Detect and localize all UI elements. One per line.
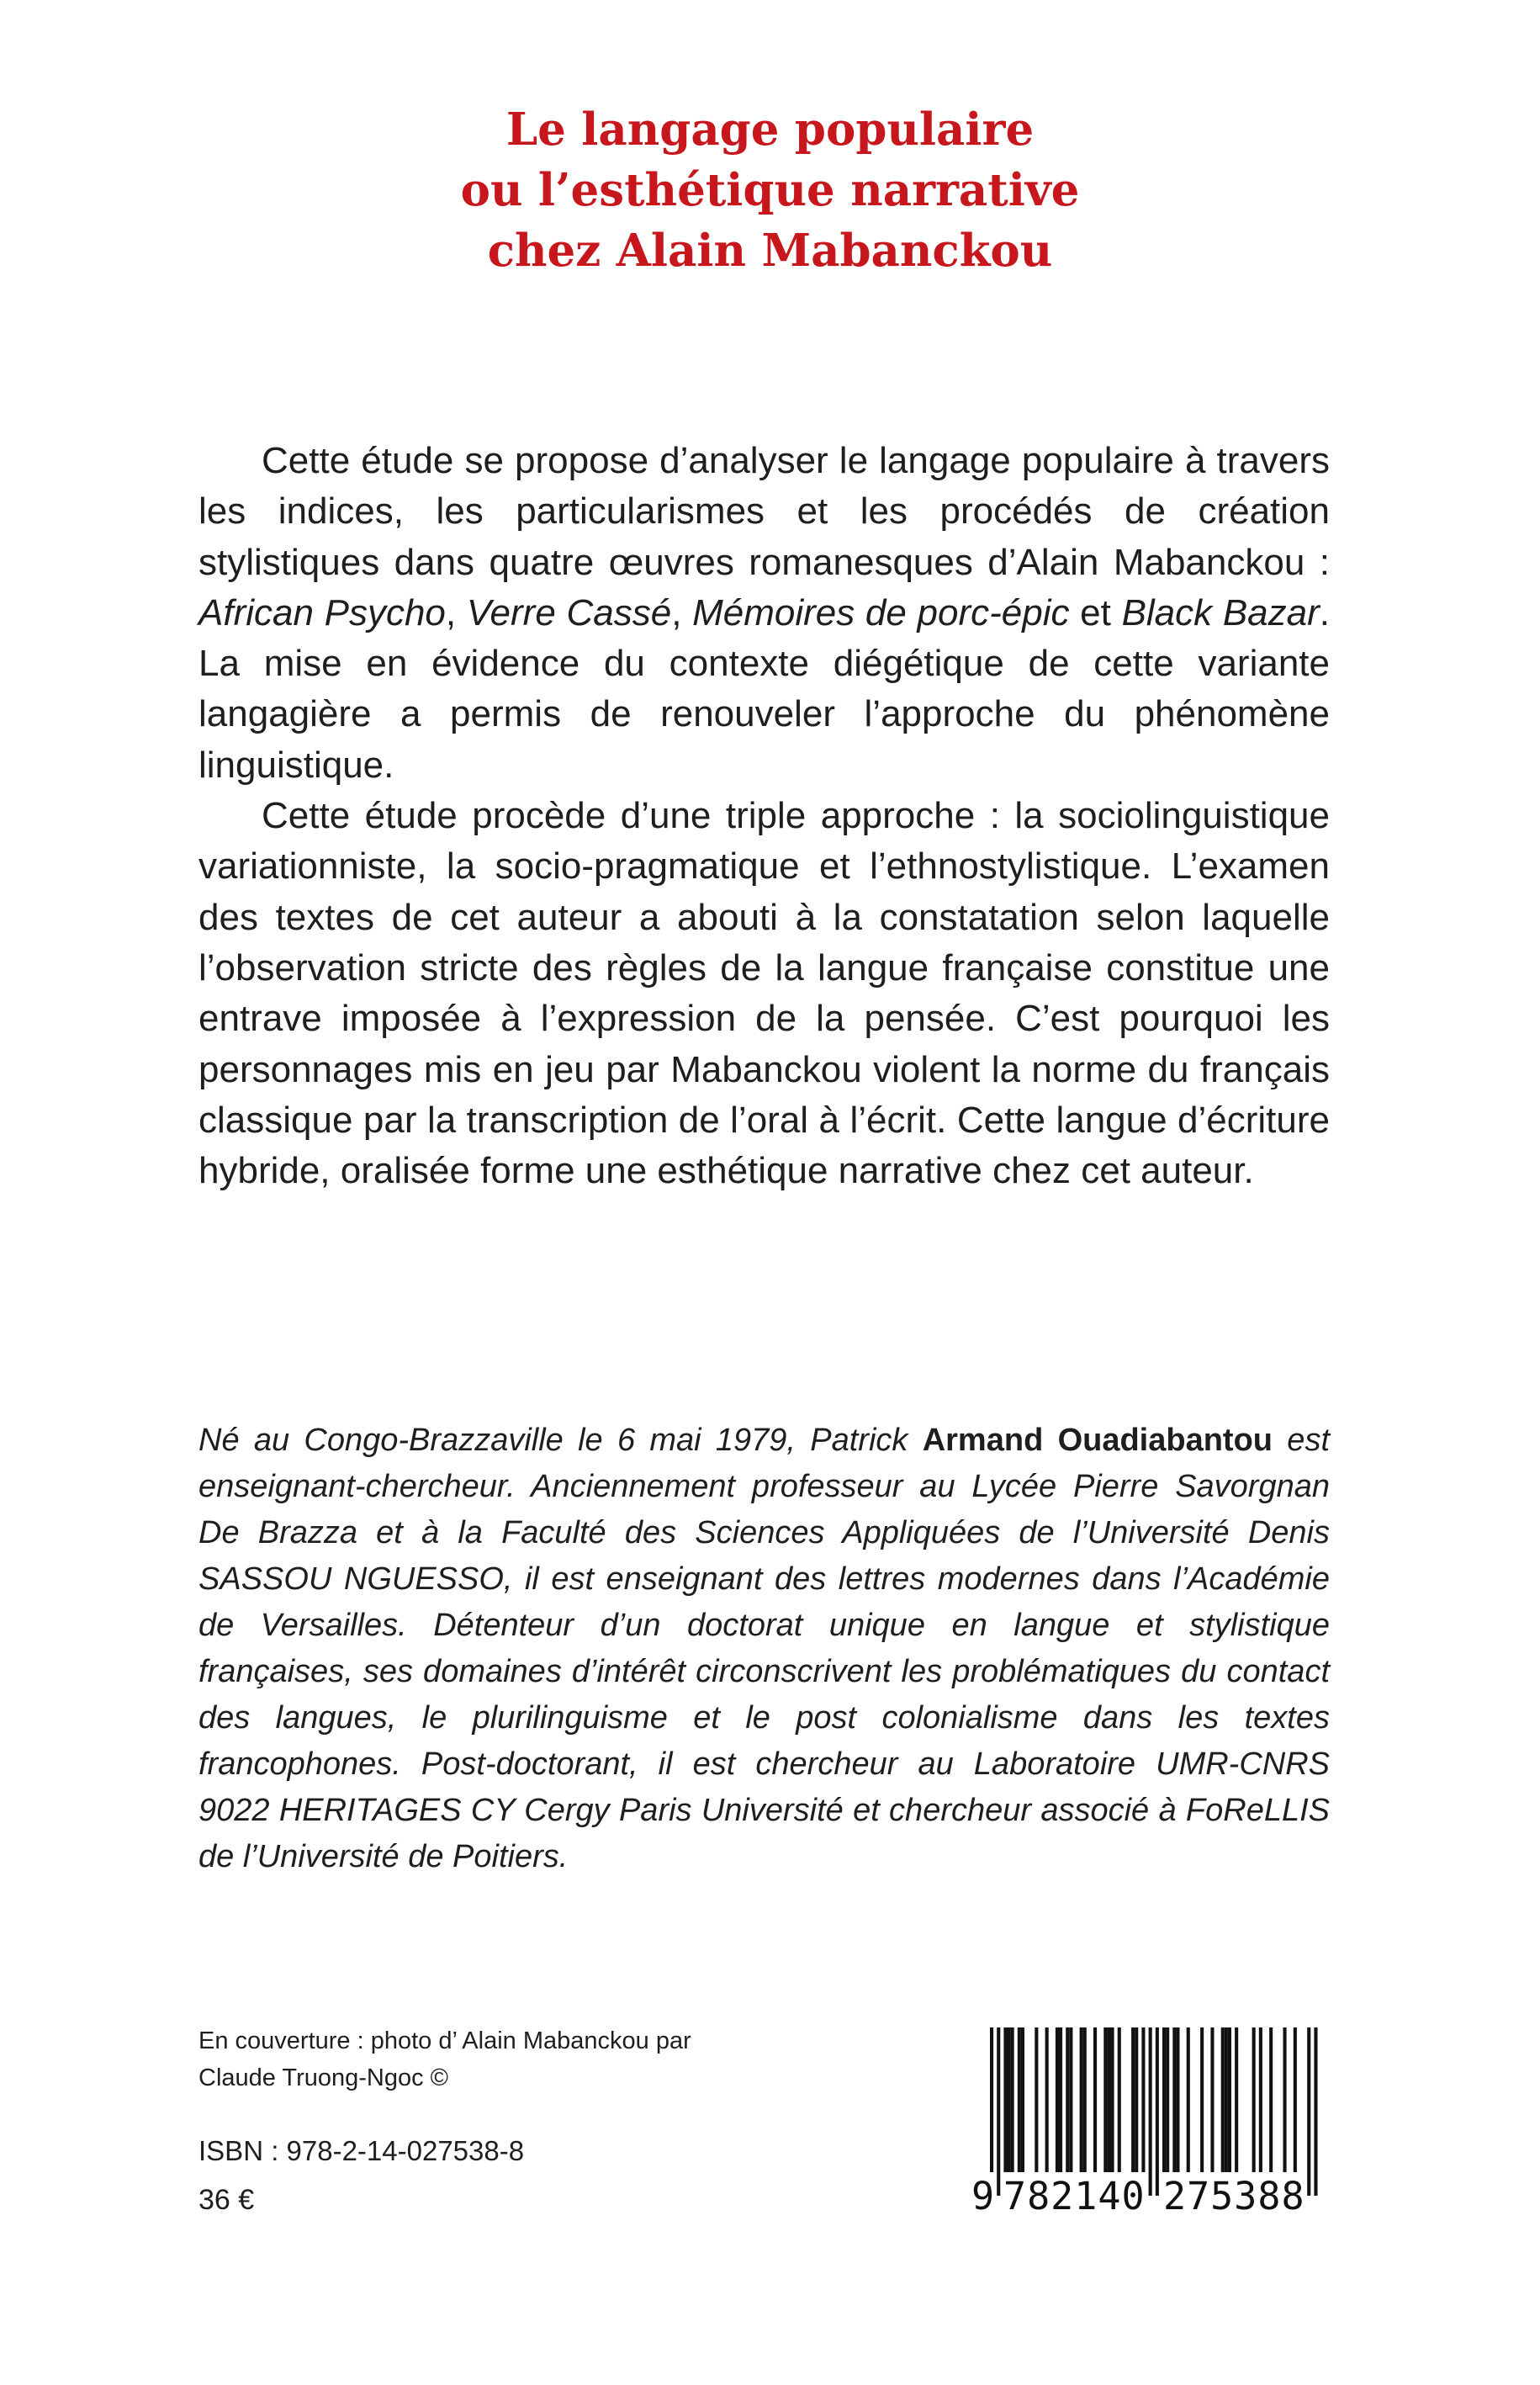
barcode-group-2: 275388 bbox=[1162, 2172, 1307, 2221]
book-summary bbox=[198, 436, 1330, 1196]
barcode-bar bbox=[1252, 2027, 1256, 2177]
credit-line-1: En couverture : photo d’ Alain Mabanckou par bbox=[198, 2027, 691, 2054]
barcode-bar bbox=[1069, 2027, 1072, 2177]
barcode-group-1: 782140 bbox=[1002, 2172, 1147, 2221]
barcode-bar bbox=[1166, 2027, 1169, 2177]
isbn: ISBN : 978-2-14-027538-8 bbox=[198, 2135, 525, 2166]
bio-intro: Né au Congo-Brazzaville le 6 mai 1979, Patrick bbox=[198, 1423, 923, 1458]
summary-paragraph-2: Cette étude procède d’une triple approche : la sociolinguistique variationniste, la socio-pragmatique et l’ethnostylistique. L’examen des textes de cet auteur a abouti à la constatation selon laquelle l’observation stricte des règles de la langue française constitue une entrave imposée à l’expression de la pensée. C’est pourquoi les personnages mis en jeu par Mabanckou violent la norme du français classique par la transcription de l’oral à l’écrit. Cette langue d’écriture hybride, oralisée forme une esthétique narrative chez cet auteur. bbox=[198, 795, 1330, 1192]
barcode-digit-first: 9 bbox=[970, 2172, 996, 2221]
barcode-bar bbox=[1210, 2027, 1214, 2177]
barcode-bar bbox=[1176, 2027, 1179, 2177]
barcode-bar bbox=[997, 2027, 1000, 2196]
barcode-bar bbox=[1118, 2027, 1121, 2177]
bio-text: est enseignant-chercheur. Anciennement professeur au Lycée Pierre Savorgnan De Brazza et à la Faculté des Sciences Appliquées de l’Université Denis SASSOU NGUESSO, il est enseignant des lettres modernes dans l’Académie de Versailles. Détenteur d’un doctorat unique en langue et stylistique françaises, ses domaines d’intérêt circonscrivent les problématiques du contact des langues, le plurilinguisme et le post colonialisme dans les textes francophones. Post-doctorant, il est chercheur au Laboratoire UMR-CNRS 9022 HERITAGES CY Cergy Paris Université et chercheur associé à FoReLLIS de l’Université de Poitiers. bbox=[198, 1423, 1330, 1874]
barcode-bar bbox=[1187, 2027, 1190, 2177]
barcode-bar bbox=[1056, 2027, 1059, 2177]
barcode-bar bbox=[1111, 2027, 1114, 2177]
barcode-bar bbox=[1045, 2027, 1049, 2177]
barcode-bar bbox=[1307, 2027, 1310, 2196]
title-line-3: chez Alain Mabanckou bbox=[487, 225, 1053, 277]
summary-separator: , bbox=[671, 591, 693, 633]
barcode-bar bbox=[1259, 2027, 1262, 2177]
book-title bbox=[0, 99, 1540, 281]
author-name: Armand Ouadiabantou bbox=[922, 1423, 1273, 1458]
credit-line-2: Claude Truong-Ngoc © bbox=[198, 2064, 449, 2091]
barcode-bar bbox=[1221, 2027, 1225, 2177]
summary-rest: . La mise en évidence du contexte diégétique de cette variante langagière a permis de renouveler l’approche du phénomène linguistique. bbox=[198, 591, 1331, 786]
barcode-bar bbox=[1011, 2027, 1014, 2177]
barcode-bar bbox=[1172, 2027, 1176, 2177]
work-title-memoires: Mémoires de porc-épic bbox=[692, 591, 1070, 633]
barcode-bar bbox=[990, 2027, 993, 2196]
barcode-bar bbox=[1093, 2027, 1097, 2177]
barcode-bar bbox=[1018, 2027, 1021, 2177]
barcode-bar bbox=[1083, 2027, 1087, 2177]
work-title-black-bazar: Black Bazar bbox=[1121, 591, 1320, 633]
barcode-digits bbox=[970, 2172, 1327, 2221]
barcode-bar bbox=[1131, 2027, 1135, 2177]
barcode-bar bbox=[1225, 2027, 1228, 2177]
barcode-bar bbox=[1021, 2027, 1024, 2177]
price: 36 € bbox=[198, 2184, 255, 2216]
barcode-bar bbox=[1141, 2027, 1145, 2177]
barcode bbox=[970, 2027, 1327, 2221]
barcode-bar bbox=[1314, 2027, 1317, 2196]
title-line-2: ou l’esthétique narrative bbox=[460, 164, 1080, 216]
barcode-bar bbox=[1008, 2027, 1011, 2177]
barcode-bar bbox=[1103, 2027, 1107, 2177]
barcode-bar bbox=[1066, 2027, 1069, 2177]
cover-credit bbox=[198, 2022, 787, 2096]
barcode-bar bbox=[1235, 2027, 1238, 2177]
barcode-bar bbox=[1107, 2027, 1110, 2177]
barcode-bar bbox=[1035, 2027, 1038, 2177]
barcode-bar bbox=[1135, 2027, 1138, 2177]
summary-intro: Cette étude se propose d’analyser le langage populaire à travers les indices, les particularismes et les procédés de création stylistiques dans quatre œuvres romanesques d’Alain Mabanckou : bbox=[198, 440, 1330, 583]
summary-separator: et bbox=[1069, 591, 1122, 633]
barcode-bar bbox=[1283, 2027, 1287, 2177]
barcode-bar bbox=[1149, 2027, 1152, 2196]
barcode-bar bbox=[1156, 2027, 1159, 2196]
barcode-bars bbox=[970, 2027, 1327, 2196]
work-title-verre-casse: Verre Cassé bbox=[466, 591, 672, 633]
barcode-bar bbox=[1200, 2027, 1204, 2177]
author-bio bbox=[198, 1418, 1330, 1880]
title-line-1: Le langage populaire bbox=[505, 103, 1035, 156]
barcode-bar bbox=[1059, 2027, 1062, 2177]
work-title-african-psycho: African Psycho bbox=[198, 591, 446, 633]
barcode-bar bbox=[1228, 2027, 1231, 2177]
summary-separator: , bbox=[445, 591, 467, 633]
barcode-bar bbox=[1162, 2027, 1166, 2177]
bio-paragraph bbox=[198, 1418, 1330, 1880]
barcode-bar bbox=[1080, 2027, 1083, 2177]
barcode-bar bbox=[1003, 2027, 1007, 2177]
barcode-bar bbox=[1294, 2027, 1297, 2177]
barcode-bar bbox=[1269, 2027, 1273, 2177]
summary-paragraph-1 bbox=[198, 436, 1330, 791]
